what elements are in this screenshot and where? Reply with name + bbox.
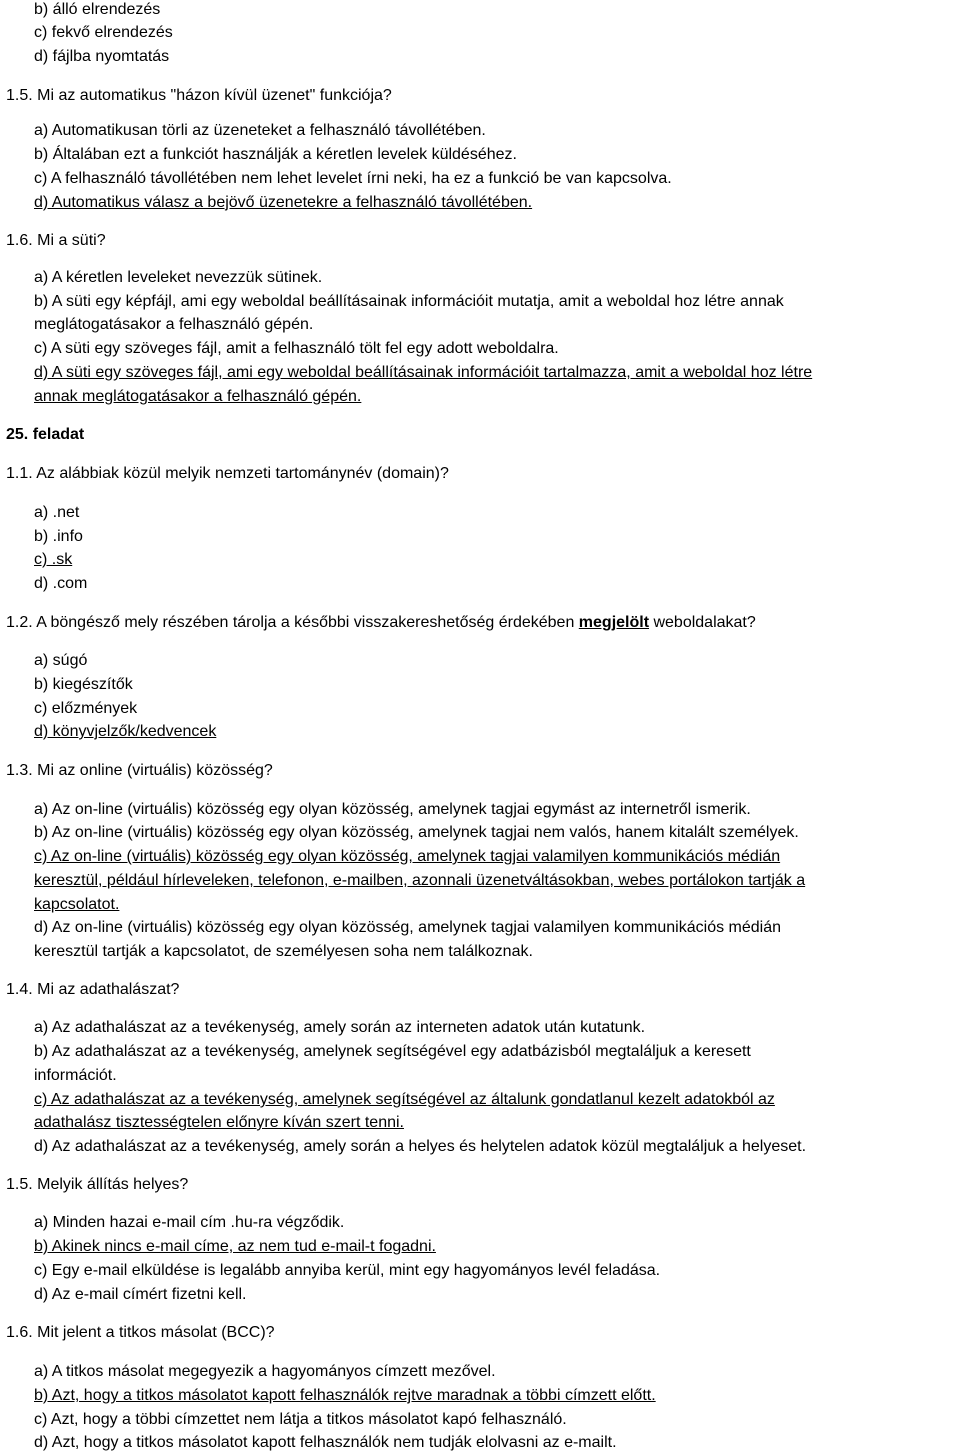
- option-b-correct: b) Akinek nincs e-mail címe, az nem tud e-mail-t fogadni.: [34, 1238, 436, 1255]
- option-b-cont: információt.: [34, 1067, 117, 1084]
- question-1-5-prev: 1.5. Mi az automatikus "házon kívül üzenet" funkciója?: [6, 87, 392, 104]
- option-c: c) Azt, hogy a többi címzettet nem látja a titkos másolatot kapó felhasználó.: [34, 1411, 567, 1428]
- question-1-1: 1.1. Az alábbiak közül melyik nemzeti tartománynév (domain)?: [6, 465, 449, 482]
- option-d: d) Az adathalászat az a tevékenység, amely során a helyes és helytelen adatok közül megtaláljuk a helyeset.: [34, 1138, 807, 1155]
- question-1-5: 1.5. Melyik állítás helyes?: [6, 1176, 189, 1193]
- option-b: b) Az on-line (virtuális) közösség egy olyan közösség, amelynek tagjai nem valós, hanem kitalált személyek.: [34, 824, 799, 841]
- option-d-cont: keresztül tartják a kapcsolatot, de személyesen soha nem találkoznak.: [34, 943, 533, 960]
- option-c-correct-cont: kapcsolatot.: [34, 896, 120, 913]
- option-a: a) Automatikusan törli az üzeneteket a felhasználó távollétében.: [34, 122, 486, 139]
- question-1-2-emphasis: megjelölt: [578, 614, 650, 631]
- question-1-3: 1.3. Mi az online (virtuális) közösség?: [6, 762, 273, 779]
- option-c-correct: c) Az adathalászat az a tevékenység, amelynek segítségével az általunk gondatlanul kezelt adatokból az: [34, 1091, 775, 1108]
- option-a: a) Minden hazai e-mail cím .hu-ra végződik.: [34, 1214, 345, 1231]
- option-d: d) Az e-mail címért fizetni kell.: [34, 1286, 247, 1303]
- section-heading: 25. feladat: [6, 426, 85, 443]
- question-1-6: 1.6. Mit jelent a titkos másolat (BCC)?: [6, 1324, 275, 1341]
- option-c-correct: c) .sk: [34, 551, 73, 568]
- option-b: b) .info: [34, 528, 83, 545]
- option-a: a) súgó: [34, 652, 88, 669]
- option-c-correct: c) Az on-line (virtuális) közösség egy olyan közösség, amelynek tagjai valamilyen kommunikációs médián: [34, 848, 781, 865]
- option-c-correct-cont: keresztül, például hírleveleken, telefonon, e-mailben, azonnali üzenetváltásokban, webes portálokon tartják a: [34, 872, 806, 889]
- option-b: b) kiegészítők: [34, 676, 133, 693]
- option-d-correct: d) Automatikus válasz a bejövő üzenetekre a felhasználó távollétében.: [34, 194, 533, 211]
- prev-option-b: b) álló elrendezés: [34, 1, 161, 18]
- question-1-2: [6, 613, 756, 633]
- option-b: b) Az adathalászat az a tevékenység, amelynek segítségével egy adatbázisból megtaláljuk a keresett: [34, 1043, 751, 1060]
- option-d: d) Az on-line (virtuális) közösség egy olyan közösség, amelynek tagjai valamilyen kommunikációs médián: [34, 919, 782, 936]
- option-b: b) A süti egy képfájl, ami egy weboldal beállításainak információit mutatja, amit a weboldal hoz létre annak: [34, 293, 784, 310]
- prev-option-d: d) fájlba nyomtatás: [34, 48, 170, 65]
- option-a: a) .net: [34, 504, 80, 521]
- option-d: d) .com: [34, 575, 88, 592]
- option-a: a) A titkos másolat megegyezik a hagyományos címzett mezővel.: [34, 1363, 496, 1380]
- option-c-correct-cont: adathalász tisztességtelen előnyre kíván szert tenni.: [34, 1114, 404, 1131]
- question-1-2-text-end: weboldalakat?: [649, 614, 756, 631]
- prev-option-c: c) fekvő elrendezés: [34, 24, 173, 41]
- option-a: a) Az adathalászat az a tevékenység, amely során az interneten adatok után kutatunk.: [34, 1019, 646, 1036]
- option-b: b) Általában ezt a funkciót használják a kéretlen levelek küldéséhez.: [34, 146, 517, 163]
- option-d-correct: d) könyvjelzők/kedvencek: [34, 723, 217, 740]
- option-d-correct: d) A süti egy szöveges fájl, ami egy weboldal beállításainak információit tartalmazza, amit a weboldal hoz létre: [34, 364, 813, 381]
- option-c: c) A felhasználó távollétében nem lehet levelet írni neki, ha ez a funkció be van kapcsolva.: [34, 170, 672, 187]
- question-1-4: 1.4. Mi az adathalászat?: [6, 981, 180, 998]
- option-c: c) A süti egy szöveges fájl, amit a felhasználó tölt fel egy adott weboldalra.: [34, 340, 559, 357]
- option-d: d) Azt, hogy a titkos másolatot kapott felhasználók nem tudják elolvasni az e-mailt.: [34, 1434, 617, 1451]
- question-1-6-prev: 1.6. Mi a süti?: [6, 232, 106, 249]
- question-1-2-text: 1.2. A böngésző mely részében tárolja a későbbi visszakereshetőség érdekében: [6, 614, 579, 631]
- option-d-correct-cont: annak meglátogatásakor a felhasználó gépén.: [34, 388, 362, 405]
- option-c: c) Egy e-mail elküldése is legalább annyiba kerül, mint egy hagyományos levél feladása.: [34, 1262, 661, 1279]
- option-b-cont: meglátogatásakor a felhasználó gépén.: [34, 316, 314, 333]
- option-c: c) előzmények: [34, 700, 138, 717]
- option-a: a) A kéretlen leveleket nevezzük sütinek.: [34, 269, 323, 286]
- option-a: a) Az on-line (virtuális) közösség egy olyan közösség, amelynek tagjai egymást az internetről ismerik.: [34, 801, 751, 818]
- option-b-correct: b) Azt, hogy a titkos másolatot kapott felhasználók rejtve maradnak a többi címzett előtt.: [34, 1387, 656, 1404]
